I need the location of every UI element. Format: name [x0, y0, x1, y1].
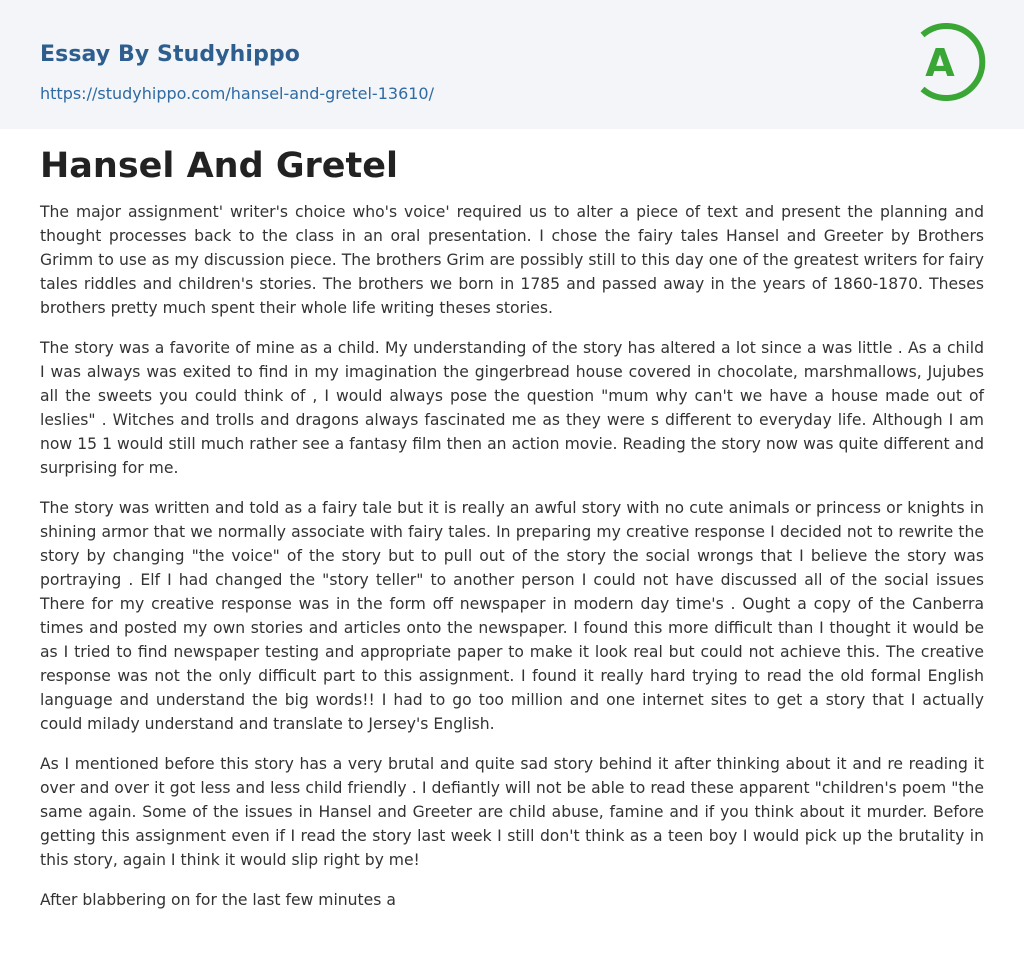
essay-paragraph: After blabbering on for the last few minutes a [40, 891, 396, 909]
site-brand[interactable]: Essay By Studyhippo [40, 42, 300, 67]
site-header [0, 0, 1024, 129]
essay-url-link[interactable]: https://studyhippo.com/hansel-and-gretel-13610/ [40, 84, 434, 103]
essay-paragraph: As I mentioned before this story has a very brutal and quite sad story behind it after thinking about it and re reading it over and over it got less and less child friendly . I defiantly will not be able to read these apparent "children's poem "the same again. Some of the issues in Hansel and Greeter are child abuse, famine and if you think about it murder. Before getting this assignment even if I read the story last week I still don't think as a teen boy I would pick up the brutality in this story, again I think it would slip right by me! [40, 755, 984, 869]
essay-paragraph: The major assignment' writer's choice who's voice' required us to alter a piece of text and present the planning and thought processes back to the class in an oral presentation. I chose the fairy tales Hansel and Greeter by Brothers Grimm to use as my discussion piece. The brothers Grim are possibly still to this day one of the greatest writers for fairy tales riddles and children's stories. The brothers we born in 1785 and passed away in the years of 1860-1870. Theses brothers pretty much spent their whole life writing theses stories. [40, 203, 984, 317]
logo-letter: A [925, 41, 955, 85]
essay-body [40, 200, 984, 928]
essay-title: Hansel And Gretel [40, 146, 399, 186]
essay-paragraph: The story was written and told as a fairy tale but it is really an awful story with no cute animals or princess or knights in shining armor that we normally associate with fairy tales. In preparing my creative response I decided not to rewrite the story by changing "the voice" of the story but to pull out of the story the social wrongs that I believe the story was portraying . Elf I had changed the "story teller" to another person I could not have discussed all of the social issues There for my creative response was in the form off newspaper in modern day time's . Ought a copy of the Canberra times and posted my own stories and articles onto the newspaper. I found this more difficult than I thought it would be as I tried to find newspaper testing and appropriate paper to make it look real but could not achieve this. The creative response was not the only difficult part to this assignment. I found it really hard trying to read the old formal English language and understand the big words!! I had to go too million and one internet sites to get a story that I actually could milady understand and translate to Jersey's English. [40, 499, 984, 733]
studyhippo-logo-icon[interactable] [910, 18, 988, 106]
essay-paragraph: The story was a favorite of mine as a child. My understanding of the story has altered a lot since a was little . As a child I was always was exited to find in my imagination the gingerbread house covered in chocolate, marshmallows, Jujubes all the sweets you could think of , I would always pose the question "mum why can't we have a house made out of leslies" . Witches and trolls and dragons always fascinated me as they were s different to everyday life. Although I am now 15 1 would still much rather see a fantasy film then an action movie. Reading the story now was quite different and surprising for me. [40, 339, 984, 477]
